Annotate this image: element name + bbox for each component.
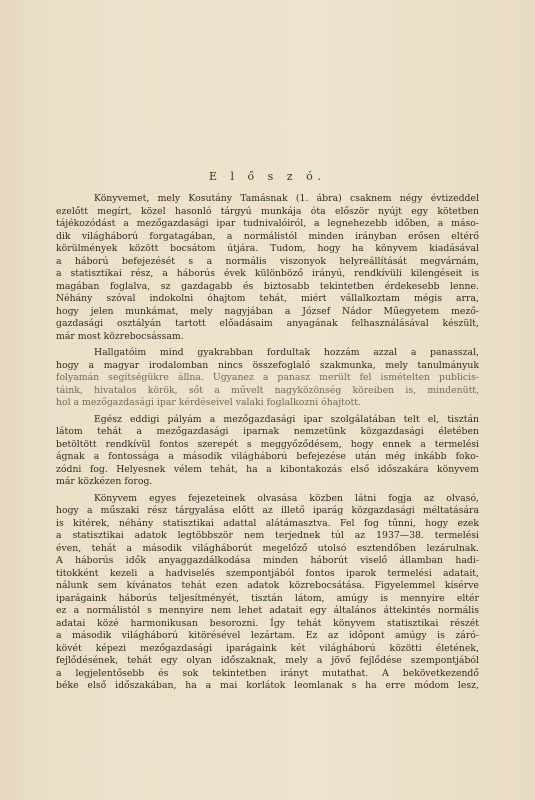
text-line: már most közrebocsássam.: [56, 330, 184, 342]
text-line: körülmények között bocsátom útjára. Tudom, hogy ha könyvem kiadásával: [56, 243, 479, 254]
text-line: titokként kezeli a hadviselés szempontjából fontos iparok termelési adatait,: [56, 567, 479, 579]
text-line: hogy a műszaki rész tárgyalása előtt az illető iparág közgazdasági méltatására: [56, 505, 479, 516]
text-line: táink, hivatalos körök, sőt a művelt nagyközönség köreiben is, mindenütt,: [56, 384, 479, 396]
text-line: tájékozódást a mezőgazdasági ipar tudnivalóiról, a legnehezebb időben, a máso-: [56, 218, 479, 229]
section-heading: E l ő s z ó.: [208, 170, 327, 183]
text-line: gazdasági osztályán tartott előadásaim anyagának felhasználásával készült,: [56, 318, 479, 329]
text-line: a statisztikai adatok legtöbbször nem terjednek túl az 1937—38. termelési: [56, 530, 479, 541]
text-line: kövét képezi mezőgazdasági iparágaink két világháború közötti életének,: [56, 642, 479, 654]
text-line: Hallgatóim mind gyakrabban fordultak hozzám azzal a panasszal,: [94, 347, 479, 358]
text-line: adatai közé harmonikusan besorozni. Így tehát könyvem statisztikai részét: [56, 617, 479, 629]
text-line: fejlődésének, tehát egy olyan időszaknak, mely a jövő fejlődése szempontjából: [56, 655, 479, 666]
text-line: zódni fog. Helyesnek vélem tehát, ha a kibontakozás első időszakára könyvem: [56, 463, 479, 475]
text-line: hol a mezőgazdasági ipar kérdéseivel valaki foglalkozni óhajtott.: [56, 397, 361, 408]
text-line: ez a normálistól s mennyire nem lehet adatait egy általános áttekintés normális: [56, 605, 479, 616]
text-line: is kitérek, néhány statisztikai adattal alátámasztva. Fel fog tűnni, hogy ezek: [56, 517, 479, 529]
paragraph: [56, 493, 479, 693]
text-line: magában foglalva, sz gazdagabb és biztosabb tekintetben érdekesebb lenne.: [56, 280, 479, 292]
text-line: a legjelentősebb és sok tekintetben irányt mutathat. A bekövetkezendő: [56, 667, 479, 679]
text-line: a statisztikai rész, a háborús évek különböző irányú, rendkívüli kilengéseit is: [56, 268, 479, 279]
text-line: béke első időszakában, ha a mai korlátok leomlanak s ha erre módom lesz,: [56, 680, 479, 691]
text-line: látom tehát a mezőgazdasági iparnak nemzetünk közgazdasági életében: [56, 426, 479, 437]
text-line: betöltött rendkívül fontos szerepét s meggyőződésem, hogy ennek a termelési: [56, 438, 479, 450]
text-line: éven, tehát a második világháborút megelőző utolsó esztendőben lezárulnak.: [56, 542, 479, 554]
text-line: A háborús idők anyaggazdálkodása minden háborút viselő államban hadi-: [56, 555, 479, 566]
paragraph: [56, 347, 479, 410]
text-line: Egész eddigi pályám a mezőgazdasági ipar szolgálatában telt el, tisztán: [94, 413, 479, 425]
paragraph: [56, 414, 479, 489]
text-line: már közkézen forog.: [56, 476, 153, 487]
text-line: iparágaink háborús teljesítményét, tisztán látom, amúgy is mennyire eltér: [56, 592, 479, 604]
text-line: ezelőtt megírt, közel hasonló tárgyú munkája óta először nyújt egy kötetben: [56, 205, 479, 217]
body-text: [56, 193, 479, 693]
text-line: a háború befejezését s a normális viszonyok helyreállítását megvárnám,: [56, 255, 479, 267]
paragraph: [56, 193, 479, 343]
text-line: hogy jelen munkámat, mely nagyjában a József Nádor Műegyetem mező-: [56, 305, 479, 317]
text-line: Könyvemet, mely Kosutány Tamásnak (1. ábra) csaknem négy évtizeddel: [94, 193, 479, 204]
text-line: a második világháború kitörésével lezártam. Ez az időpont amúgy is záró-: [56, 630, 479, 641]
text-line: Néhány szóval indokolni óhajtom tehát, miért vállalkoztam mégis arra,: [56, 293, 479, 304]
text-line: folyamán segítségükre állna. Ugyanez a panasz merült fel ismételten publicis-: [56, 372, 479, 383]
text-line: hogy a magyar irodalomban nincs összefoglaló szakmunka, mely tanulmányuk: [56, 359, 479, 371]
text-line: dik világháború forgatagában, a normálistól minden irányban erősen eltérő: [56, 230, 479, 242]
text-line: ágnak a fontossága a második világháború befejezése után még inkább foko-: [56, 451, 479, 462]
text-line: Könyvem egyes fejezeteinek olvasása közben látni fogja az olvasó,: [94, 492, 479, 504]
text-line: nálunk sem kívánatos tehát ezen adatok közrebocsátása. Figyelemmel kísérve: [56, 580, 479, 591]
